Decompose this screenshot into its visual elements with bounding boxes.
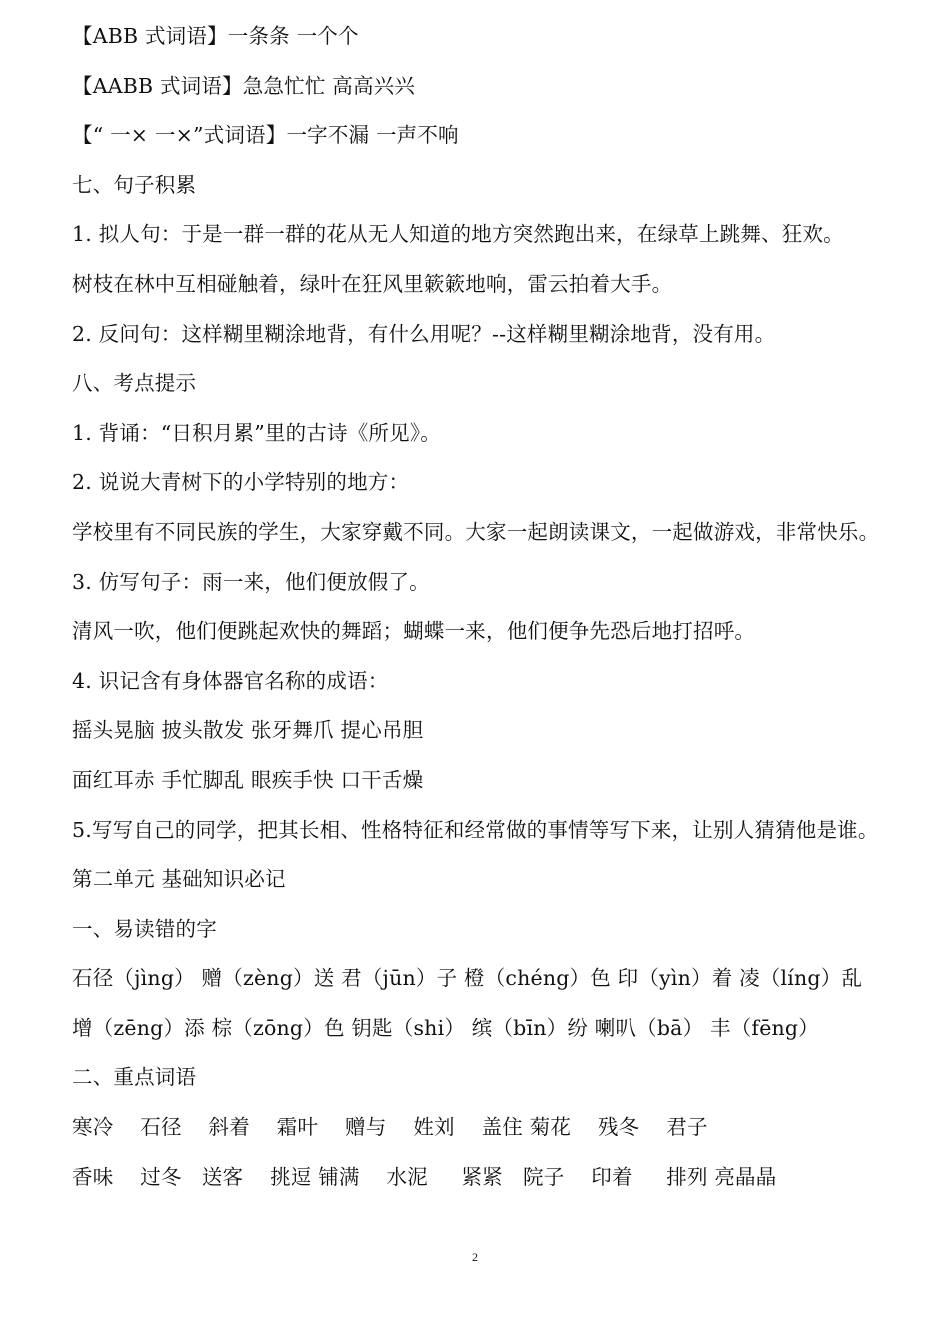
key-point-4: 4. 识记含有身体器官名称的成语： (72, 668, 389, 693)
personification-sentence: 1. 拟人句：于是一群一群的花从无人知道的地方突然跑出来，在绿草上跳舞、狂欢。 (72, 222, 844, 247)
key-point-2: 2. 说说大青树下的小学特别的地方： (72, 470, 410, 495)
idioms-row-1: 摇头晃脑 披头散发 张牙舞爪 提心吊胆 (72, 718, 424, 743)
yi-x-yi-x-words-line: 【“ 一× 一×”式词语】一字不漏 一声不响 (72, 123, 459, 148)
section-heading-key-points: 八、考点提示 (72, 371, 197, 396)
document-body (72, 12, 932, 1202)
pinyin-row-2: 增（zēng）添 棕（zōng）色 钥匙（shi） 缤（bīn）纷 喇叭（bā） 丰（fēng） (72, 1015, 819, 1040)
section-heading-key-words: 二、重点词语 (72, 1065, 197, 1090)
pinyin-row-1: 石径（jìng） 赠（zèng）送 君（jūn）子 橙（chéng）色 印（yìn）着 凌（líng）乱 (72, 966, 863, 991)
key-point-5: 5.写写自己的同学，把其长相、性格特征和经常做的事情等写下来，让别人猜猜他是谁。 (72, 817, 879, 842)
key-words-row-2: 香味 过冬 送客 挑逗 铺满 水泥 紧紧 院子 印着 排列 亮晶晶 (72, 1164, 777, 1189)
page-number: 2 (472, 1250, 478, 1264)
key-words-row-1: 寒冷 石径 斜着 霜叶 赠与 姓刘 盖住 菊花 残冬 君子 (72, 1115, 708, 1140)
idioms-row-2: 面红耳赤 手忙脚乱 眼疾手快 口干舌燥 (72, 767, 424, 792)
section-heading-sentences: 七、句子积累 (72, 172, 197, 197)
key-point-2-answer: 学校里有不同民族的学生，大家穿戴不同。大家一起朗读课文，一起做游戏，非常快乐。 (72, 519, 880, 544)
unit-2-heading: 第二单元 基础知识必记 (72, 867, 286, 892)
personification-sentence-continued: 树枝在林中互相碰触着，绿叶在狂风里簌簌地响，雷云拍着大手。 (72, 271, 673, 296)
aabb-words-line: 【AABB 式词语】急急忙忙 高高兴兴 (72, 73, 416, 98)
key-point-3-answer: 清风一吹，他们便跳起欢快的舞蹈；蝴蝶一来，他们便争先恐后地打招呼。 (72, 619, 756, 644)
key-point-3: 3. 仿写句子：雨一来，他们便放假了。 (72, 569, 430, 594)
abb-words-line: 【ABB 式词语】一条条 一个个 (72, 24, 359, 48)
section-heading-misread-characters: 一、易读错的字 (72, 916, 217, 941)
key-point-1: 1. 背诵：“日积月累”里的古诗《所见》。 (72, 420, 441, 445)
rhetorical-question-sentence: 2. 反问句：这样糊里糊涂地背，有什么用呢？--这样糊里糊涂地背，没有用。 (72, 321, 776, 346)
